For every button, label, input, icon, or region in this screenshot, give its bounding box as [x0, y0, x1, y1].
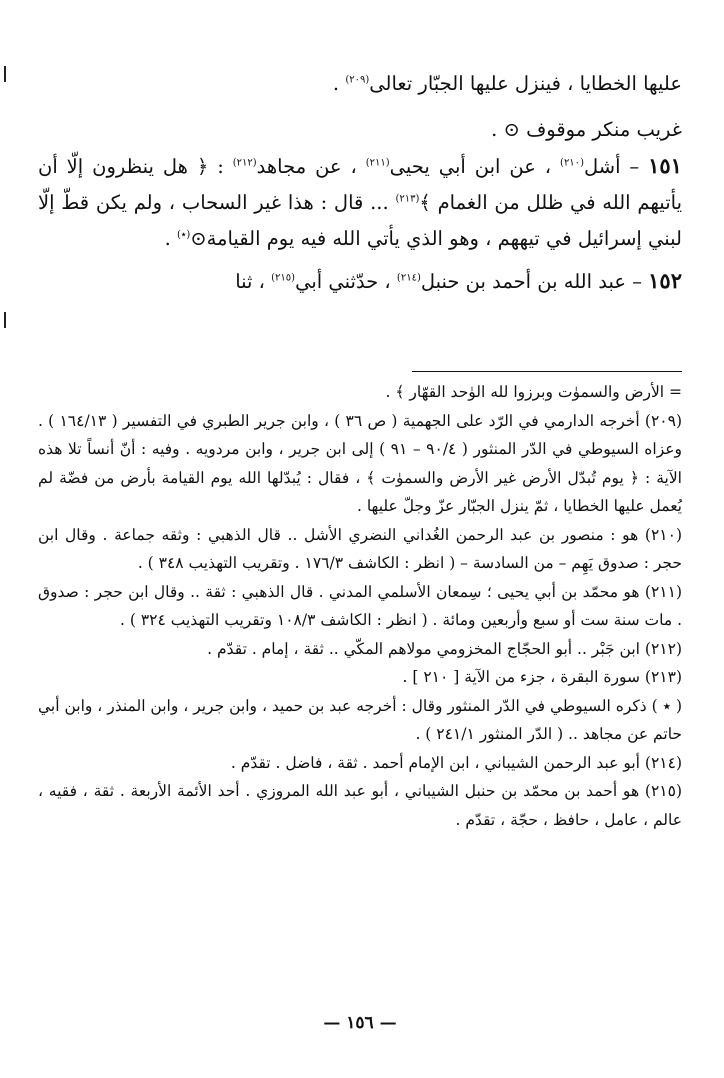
line1-tail: . — [332, 72, 346, 95]
entry-151-dash: – — [620, 155, 649, 178]
footnote-separator — [412, 371, 682, 372]
entry-151-number: ١٥١ — [648, 153, 682, 178]
entry-152-number: ١٥٢ — [648, 268, 682, 293]
footnote-210: (٢١٠) هو : منصور بن عبد الرحمن الغُداني النضري الأشل .. قال الذهبي : وثقه جماعة . وقال ابن حجر : صدوق يَهِم – من السادسة – ( انظر : الكاشف ١٧٦/٣ . وتقريب التهذيب ٣٤٨ ) . — [38, 525, 682, 572]
footnote-ref-213: (٢١٣) — [395, 193, 420, 205]
footnote-ref-star: (٭) — [176, 229, 191, 241]
page-number: — ١٥٦ — — [323, 1013, 397, 1033]
main-line-2: غريب منكر موقوف ⊙ . — [491, 118, 682, 141]
entry-151 — [38, 148, 682, 257]
footnote-continuation: = الأرض والسموٰت وبرزوا لله الوٰحد القهّار ﴾ . — [385, 383, 682, 401]
entry-152-part2: ، حدّثني أبي — [295, 270, 397, 293]
entry-151-tail: . — [164, 227, 177, 250]
book-page — [38, 0, 682, 1078]
entry-151-part4: : ﴿ هل ينظرون إلّا أن يأتيهم الله في ظلل من الغمام ﴾ — [38, 155, 682, 214]
footnote-213: (٢١٣) سورة البقرة ، جزء من الآية [ ٢١٠ ] . — [402, 668, 682, 686]
margin-mark-top — [4, 66, 6, 82]
footnote-212: (٢١٢) ابن جَبْر .. أبو الحجّاج المخزومي مولاهم المكّي .. ثقة ، إمام . تقدّم . — [207, 639, 682, 658]
footnote-ref-211: (٢١١) — [365, 157, 390, 169]
footnote-ref-210: (٢١٠) — [560, 157, 584, 169]
line1-text: عليها الخطايا ، فينزل عليها الجبّار تعالى — [369, 72, 682, 95]
footnote-ref-215: (٢١٥) — [271, 272, 296, 284]
footnote-215: (٢١٥) هو أحمد بن محمّد بن حنبل الشيباني ، أبو عبد الله المروزي . أحد الأئمة الأربعة . ثقة ، فقيه ، عالم ، عامل ، حافظ ، حجّة ، تقدّم . — [38, 782, 682, 829]
footnote-ref-209: (٢٠٩) — [345, 74, 370, 86]
entry-151-part5: ... قال : هذا غير السحاب ، ولم يكن قطّ إلّا لبني إسرائيل في تيههم ، وهو الذي يأتي الله فيه يوم القيامة⊙ — [38, 191, 682, 250]
footnote-211: (٢١١) هو محمّد بن أبي يحيى ؛ سِمعان الأسلمي المدني . قال الذهبي : ثقة .. وقال ابن حجر : صدوق . مات سنة ست أو سبع وأربعين ومائة . ( انظر : الكاشف ١٠٨/٣ وتقريب التهذيب ٣٢٤ ) . — [38, 582, 682, 629]
margin-mark-middle — [4, 312, 6, 328]
footnote-ref-214: (٢١٤) — [396, 272, 421, 284]
footnote-209: (٢٠٩) أخرجه الدارمي في الرّد على الجهمية ( ص ٣٦ ) ، وابن جرير الطبري في التفسير ( ١٦٤/١٣ ) . وعزاه السيوطي في الدّر المنثور ( ٩٠/٤ – ٩١ ) إلى ابن جرير ، وابن مردويه . وفيه : أنّ أنساً تلا هذه الآية : ﴿ يوم تُبدّل الأرض غير الأرض والسموٰت ﴾ ، فقال : يُبدّلها الله يوم القيامة بأرض من فضّة لم يُعمل عليها الخطايا ، ثمّ ينزل الجبّار عزّ وجلّ عليها . — [38, 411, 683, 515]
footnote-star: ( ٭ ) ذكره السيوطي في الدّر المنثور وقال : أخرجه عبد بن حميد ، وابن جرير ، وابن المنذر ، وابن أبي حاتم عن مجاهد .. ( الدّر المنثور ٢٤١/١ ) . — [37, 696, 682, 743]
entry-152 — [38, 263, 682, 300]
entry-151-part3: ، عن مجاهد — [256, 155, 366, 178]
footnote-214: (٢١٤) أبو عبد الرحمن الشيباني ، ابن الإمام أحمد . ثقة ، فاضل . تقدّم . — [230, 753, 682, 772]
entry-151-part1: أشل — [583, 155, 621, 178]
main-line-1 — [38, 66, 682, 102]
entry-152-part3: ، ثنا — [235, 270, 272, 293]
entry-152-part1: عبد الله بن أحمد بن حنبل — [420, 270, 626, 293]
footnote-ref-212: (٢١٢) — [232, 157, 257, 169]
entry-151-part2: ، عن ابن أبي يحيى — [389, 155, 561, 178]
main-text — [38, 66, 682, 300]
entry-152-dash: – — [626, 270, 649, 293]
footnotes — [38, 378, 682, 834]
